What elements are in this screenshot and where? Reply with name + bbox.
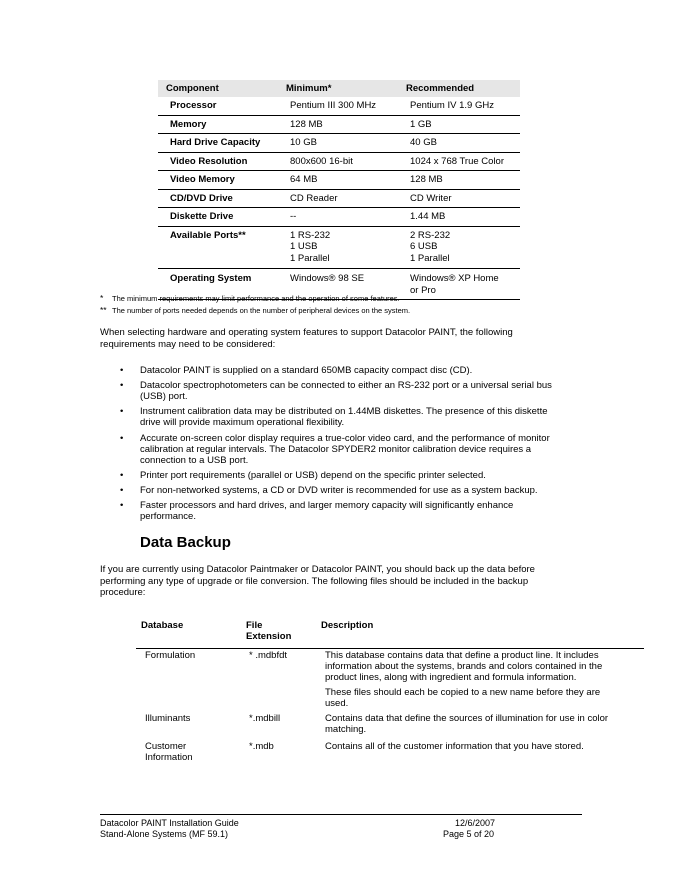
list-item-text: For non-networked systems, a CD or DVD writer is recommended for use as a system backup. xyxy=(140,484,538,496)
description-cell xyxy=(325,650,625,713)
list-item-text: Instrument calibration data may be distributed on 1.44MB diskettes. The presence of this diskette drive will provide maximum operational flexibility. xyxy=(140,406,548,429)
recommended-cell xyxy=(398,269,520,300)
component-cell: Operating System xyxy=(158,269,278,300)
footer-divider xyxy=(100,814,582,815)
port-line: 1 USB xyxy=(290,241,318,252)
table-row xyxy=(158,115,520,134)
list-item-text: Accurate on-screen color display requires a true-color video card, and the performance of monitor calibration at regular intervals. The Datacolor SPYDER2 monitor calibration device requires a connection to a USB port. xyxy=(140,432,550,466)
component-cell: CD/DVD Drive xyxy=(158,189,278,208)
list-item xyxy=(120,433,570,466)
recommended-cell: 1 GB xyxy=(398,115,520,134)
table-row xyxy=(158,208,520,227)
column-header-component: Component xyxy=(158,80,278,97)
minimum-cell: -- xyxy=(278,208,398,227)
footnote xyxy=(100,293,400,303)
bullet-icon: • xyxy=(120,432,124,444)
column-header-description: Description xyxy=(321,620,374,631)
minimum-cell: 800x600 16-bit xyxy=(278,152,398,171)
bullet-icon: • xyxy=(120,380,124,392)
minimum-cell: 64 MB xyxy=(278,171,398,190)
footnote-text: The number of ports needed depends on the number of peripheral devices on the system. xyxy=(112,306,411,315)
table-row xyxy=(158,171,520,190)
footer-page-number: Page 5 of 20 xyxy=(443,829,495,839)
table-row xyxy=(158,134,520,153)
extension-header-line: Extension xyxy=(246,631,292,642)
recommended-cell xyxy=(398,226,520,269)
bullet-icon: • xyxy=(120,484,124,496)
database-line: Customer xyxy=(145,741,187,752)
list-item xyxy=(120,500,570,522)
bullet-icon: • xyxy=(120,406,124,418)
port-line: 1 Parallel xyxy=(290,252,330,264)
minimum-cell: 10 GB xyxy=(278,134,398,153)
port-line: 1 Parallel xyxy=(410,252,450,264)
recommended-cell: 1.44 MB xyxy=(398,208,520,227)
component-cell: Available Ports** xyxy=(158,226,278,269)
column-header-database: Database xyxy=(141,620,184,631)
component-cell: Processor xyxy=(158,97,278,115)
table-header-row xyxy=(158,80,520,97)
footnote xyxy=(100,305,410,315)
table-row xyxy=(158,97,520,115)
database-cell xyxy=(145,741,240,763)
footer-date: 12/6/2007 xyxy=(455,818,496,828)
list-item xyxy=(120,380,570,402)
system-requirements-table xyxy=(158,80,520,300)
column-header-recommended: Recommended xyxy=(398,80,520,97)
description-text: Contains data that define the sources of illumination for use in color matching. xyxy=(325,713,609,735)
minimum-cell xyxy=(278,226,398,269)
footnote-mark: ** xyxy=(100,305,107,315)
os-line: Windows® XP Home xyxy=(410,273,499,284)
list-item xyxy=(120,470,570,481)
recommended-cell: 1024 x 768 True Color xyxy=(398,152,520,171)
list-item-text: Printer port requirements (parallel or USB) depend on the specific printer selected. xyxy=(140,469,486,481)
table-row xyxy=(158,152,520,171)
extension-header-line: File xyxy=(246,620,263,631)
column-header-minimum: Minimum* xyxy=(278,80,398,97)
minimum-cell: 128 MB xyxy=(278,115,398,134)
recommended-cell: 128 MB xyxy=(398,171,520,190)
intro-paragraph: When selecting hardware and operating system features to support Datacolor PAINT, the following requirements may need to be considered: xyxy=(100,327,513,350)
list-item-text: Faster processors and hard drives, and larger memory capacity will significantly enhance performance. xyxy=(140,500,514,523)
os-line: or Pro xyxy=(410,284,436,296)
description-text: This database contains data that define a product line. It includes information about the systems, brands and colors contained in the product lines, along with ingredient and formula information. xyxy=(325,650,603,683)
description-text: Contains all of the customer information that you have stored. xyxy=(325,741,584,752)
recommended-cell: CD Writer xyxy=(398,189,520,208)
description-cell xyxy=(325,741,625,756)
footnote-mark: * xyxy=(100,293,104,303)
backup-table-header xyxy=(136,620,644,649)
extension-cell: *.mdbill xyxy=(249,713,281,724)
minimum-cell: Windows® 98 SE xyxy=(278,269,398,300)
bullet-icon: • xyxy=(120,469,124,481)
list-item-text: Datacolor PAINT is supplied on a standard 650MB capacity compact disc (CD). xyxy=(140,365,473,376)
minimum-cell: Pentium III 300 MHz xyxy=(278,97,398,115)
component-cell: Memory xyxy=(158,115,278,134)
table-row xyxy=(158,189,520,208)
requirements-bullet-list xyxy=(120,365,570,526)
column-header-extension xyxy=(246,620,291,642)
port-line: 1 RS-232 xyxy=(290,229,331,241)
list-item xyxy=(120,406,570,428)
list-item-text: Datacolor spectrophotometers can be connected to either an RS-232 port or a universal serial bus (USB) port. xyxy=(140,380,552,403)
port-line: 6 USB xyxy=(410,241,438,252)
extension-cell: * .mdbfdt xyxy=(249,650,288,661)
description-text: These files should each be copied to a new name before they are used. xyxy=(325,687,601,709)
recommended-cell: Pentium IV 1.9 GHz xyxy=(398,97,520,115)
backup-paragraph: If you are currently using Datacolor Paintmaker or Datacolor PAINT, you should back up the data before performing any type of upgrade or file conversion. The following files should be included in the backup procedure: xyxy=(100,564,535,598)
port-line: 2 RS-232 xyxy=(410,229,451,241)
section-heading: Data Backup xyxy=(140,534,231,551)
table-row-ports xyxy=(158,226,520,269)
component-cell: Video Memory xyxy=(158,171,278,190)
database-cell: Formulation xyxy=(145,650,196,661)
description-cell xyxy=(325,713,625,739)
minimum-cell: CD Reader xyxy=(278,189,398,208)
footer-title: Datacolor PAINT Installation Guide xyxy=(100,818,239,828)
footer-subtitle: Stand-Alone Systems (MF 59.1) xyxy=(100,829,229,839)
database-cell: Illuminants xyxy=(145,713,191,724)
bullet-icon: • xyxy=(120,500,124,512)
component-cell: Hard Drive Capacity xyxy=(158,134,278,153)
list-item xyxy=(120,365,570,376)
component-cell: Diskette Drive xyxy=(158,208,278,227)
footnote-text: The minimum requirements may limit performance and the operation of some features. xyxy=(112,294,400,303)
component-cell: Video Resolution xyxy=(158,152,278,171)
recommended-cell: 40 GB xyxy=(398,134,520,153)
extension-cell: *.mdb xyxy=(249,741,274,752)
bullet-icon: • xyxy=(120,365,124,376)
list-item xyxy=(120,485,570,496)
database-line: Information xyxy=(145,752,193,763)
